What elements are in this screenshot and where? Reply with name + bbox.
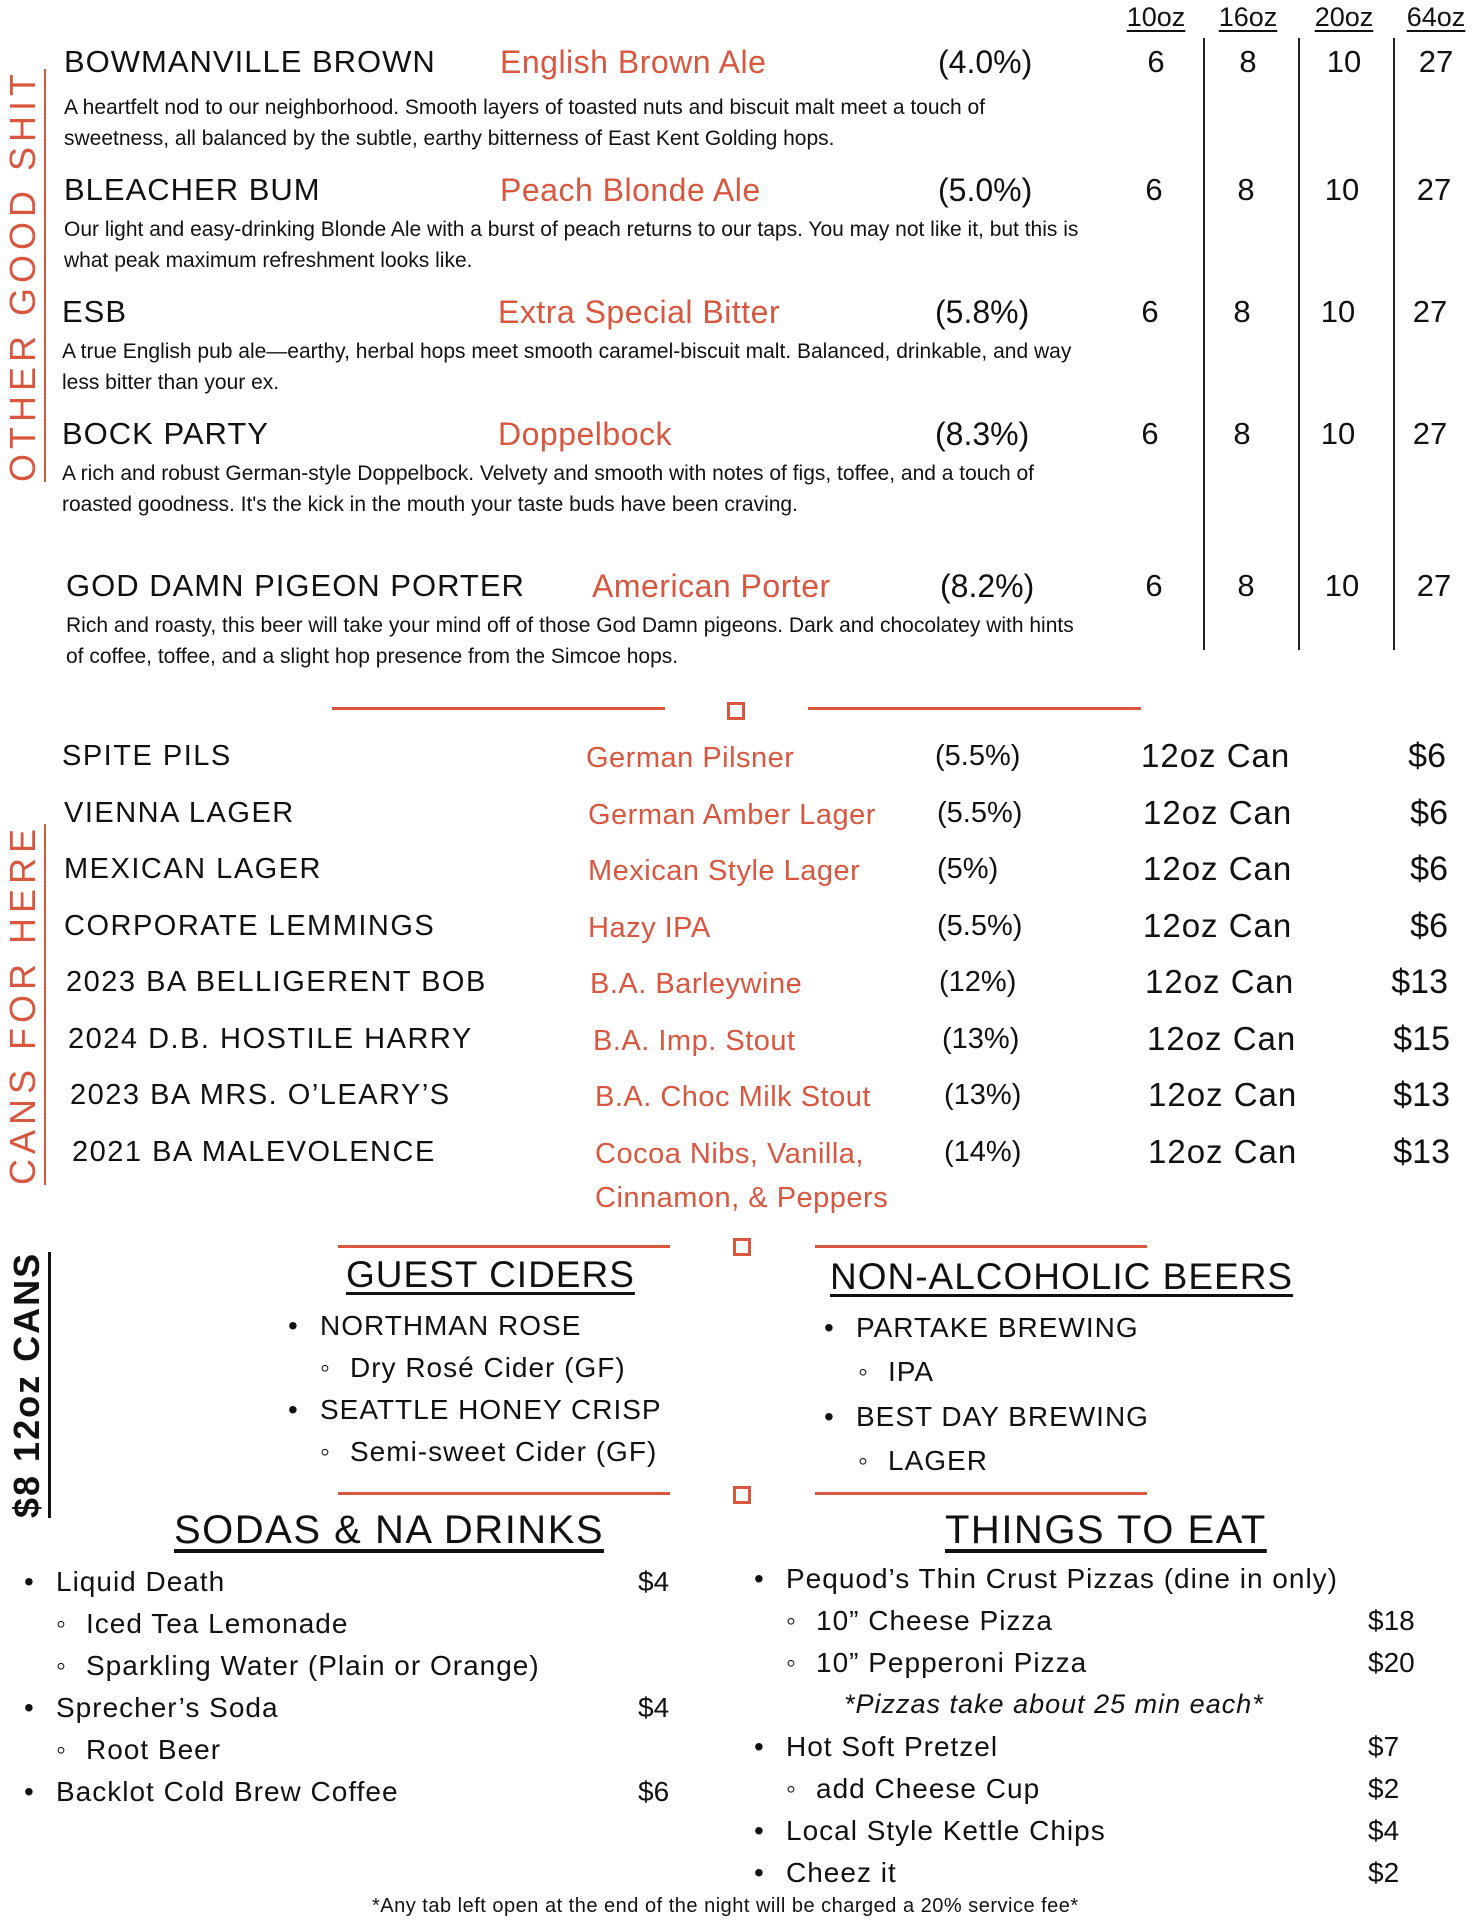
can-abv: (14%) <box>944 1136 1022 1168</box>
can-style: B.A. Choc Milk Stout <box>595 1081 871 1113</box>
can-size: 12oz Can <box>1148 1076 1298 1113</box>
can-price: $13 <box>1391 963 1448 1001</box>
section-divider-line <box>815 1245 1147 1248</box>
food-subitem: ◦ add Cheese Cup <box>816 1773 1040 1805</box>
can-name: MEXICAN LAGER <box>64 853 322 885</box>
food-price: $2 <box>1368 1857 1400 1888</box>
can-price: $6 <box>1410 794 1448 832</box>
can-size: 12oz Can <box>1143 850 1293 887</box>
can-abv: (5.5%) <box>937 910 1023 942</box>
soda-item: • Backlot Cold Brew Coffee <box>56 1776 399 1808</box>
soda-subitem: ◦ Root Beer <box>86 1734 221 1766</box>
food-price: $2 <box>1368 1773 1400 1804</box>
can-abv: (12%) <box>939 966 1017 998</box>
beer-style: Peach Blonde Ale <box>500 172 761 208</box>
guest-ciders-heading: GUEST CIDERS <box>346 1254 635 1295</box>
section-divider-line <box>815 1492 1147 1495</box>
can-size: 12oz Can <box>1145 963 1295 1000</box>
na-beer-item: • PARTAKE BREWING <box>856 1312 1139 1344</box>
price-64oz: 27 <box>1416 172 1452 207</box>
beer-description: A rich and robust German-style Doppelbock. Velvety and smooth with notes of figs, toffee, and a touch of roasted goodness. It's the kick in the mouth your taste buds have been craving. <box>62 462 1034 516</box>
can-style: Hazy IPA <box>588 912 711 944</box>
price-10oz: 6 <box>1145 568 1163 603</box>
na-beers-heading: NON-ALCOHOLIC BEERS <box>830 1256 1294 1297</box>
can-size: 12oz Can <box>1143 794 1293 831</box>
price-20oz: 10 <box>1324 172 1360 207</box>
food-item: • Pequod’s Thin Crust Pizzas (dine in only) <box>786 1563 1338 1595</box>
can-style: Cocoa Nibs, Vanilla, <box>595 1138 864 1170</box>
can-name: SPITE PILS <box>62 740 232 772</box>
price-20oz: 10 <box>1326 44 1362 79</box>
food-item: • Cheez it <box>786 1857 897 1889</box>
divider-square-ornament <box>733 1238 751 1256</box>
price-column-divider <box>1298 38 1300 650</box>
can-size: 12oz Can <box>1147 1020 1297 1057</box>
price-10oz: 6 <box>1147 44 1165 79</box>
can-style: Mexican Style Lager <box>588 855 861 887</box>
draft-section-label: OTHER GOOD SHIT <box>2 69 46 482</box>
beer-abv: (5.0%) <box>938 172 1033 208</box>
price-10oz: 6 <box>1141 416 1159 451</box>
can-price: $6 <box>1410 907 1448 945</box>
beer-name: BLEACHER BUM <box>64 172 321 207</box>
service-fee-footnote: *Any tab left open at the end of the night will be charged a 20% service fee* <box>372 1895 1079 1917</box>
price-16oz: 8 <box>1239 44 1257 79</box>
price-column-divider <box>1203 38 1205 650</box>
price-64oz: 27 <box>1412 416 1448 451</box>
price-column-divider <box>1393 38 1395 650</box>
soda-item: • Sprecher’s Soda <box>56 1692 279 1724</box>
beer-description: Our light and easy-drinking Blonde Ale with a burst of peach returns to our taps. You may not like it, but this is what peak maximum refreshment looks like. <box>64 218 1079 272</box>
section-divider-line <box>808 707 1141 710</box>
food-price: $4 <box>1368 1815 1400 1846</box>
soda-subitem: ◦ Iced Tea Lemonade <box>86 1608 348 1640</box>
beer-abv: (8.2%) <box>940 568 1035 604</box>
beer-name: ESB <box>62 294 128 329</box>
beer-name: BOCK PARTY <box>62 416 269 451</box>
price-16oz: 8 <box>1233 294 1251 329</box>
can-size: 12oz Can <box>1148 1133 1298 1170</box>
food-price: $7 <box>1368 1731 1400 1762</box>
can-style-line2: Cinnamon, & Peppers <box>595 1182 889 1214</box>
price-16oz: 8 <box>1233 416 1251 451</box>
beer-abv: (8.3%) <box>935 416 1030 452</box>
divider-square-ornament <box>727 702 745 720</box>
cans-section-label: CANS FOR HERE <box>2 824 46 1185</box>
can-name: CORPORATE LEMMINGS <box>64 910 436 942</box>
size-header-64oz: 64oz <box>1406 2 1466 32</box>
price-64oz: 27 <box>1418 44 1454 79</box>
beer-abv: (4.0%) <box>938 44 1033 80</box>
food-subitem: ◦ 10” Pepperoni Pizza <box>816 1647 1087 1679</box>
can-name: 2024 D.B. HOSTILE HARRY <box>68 1023 473 1055</box>
can-price: $6 <box>1408 737 1446 775</box>
can-abv: (13%) <box>944 1079 1022 1111</box>
beer-name: BOWMANVILLE BROWN <box>64 44 436 79</box>
price-20oz: 10 <box>1320 416 1356 451</box>
can-style: B.A. Barleywine <box>590 968 803 1000</box>
food-item: • Hot Soft Pretzel <box>786 1731 998 1763</box>
size-header-16oz: 16oz <box>1218 2 1278 32</box>
beer-description: A true English pub ale—earthy, herbal hops meet smooth caramel-biscuit malt. Balanced, drinkable, and way less bitter than your ex. <box>62 340 1072 394</box>
beer-style: Extra Special Bitter <box>498 294 781 330</box>
soda-price: $6 <box>638 1776 670 1807</box>
can-name: 2023 BA BELLIGERENT BOB <box>66 966 487 998</box>
food-heading: THINGS TO EAT <box>945 1508 1267 1552</box>
price-64oz: 27 <box>1412 294 1448 329</box>
cider-subitem: ◦ Dry Rosé Cider (GF) <box>350 1352 626 1384</box>
beer-style: American Porter <box>592 568 831 604</box>
price-16oz: 8 <box>1237 172 1255 207</box>
food-price: $20 <box>1368 1647 1415 1678</box>
can-style: German Amber Lager <box>588 799 876 831</box>
price-64oz: 27 <box>1416 568 1452 603</box>
size-header-20oz: 20oz <box>1314 2 1374 32</box>
soda-price: $4 <box>638 1566 670 1597</box>
can-abv: (5%) <box>937 853 999 885</box>
can-style: German Pilsner <box>586 742 795 774</box>
cider-item: • SEATTLE HONEY CRISP <box>320 1394 662 1426</box>
can-price: $13 <box>1393 1076 1450 1114</box>
sodas-heading: SODAS & NA DRINKS <box>174 1508 605 1552</box>
soda-item: • Liquid Death <box>56 1566 225 1598</box>
price-10oz: 6 <box>1141 294 1159 329</box>
pizza-note: *Pizzas take about 25 min each* <box>844 1689 1264 1719</box>
beer-description: A heartfelt nod to our neighborhood. Smooth layers of toasted nuts and biscuit malt meet a touch of sweetness, all balanced by the subtle, earthy bitterness of East Kent Golding hops. <box>64 96 986 150</box>
size-header-10oz: 10oz <box>1126 2 1186 32</box>
price-10oz: 6 <box>1145 172 1163 207</box>
soda-price: $4 <box>638 1692 670 1723</box>
cider-item: • NORTHMAN ROSE <box>320 1310 581 1342</box>
section-divider-line <box>338 1245 670 1248</box>
na-beer-subitem: ◦ IPA <box>888 1356 934 1388</box>
beer-abv: (5.8%) <box>935 294 1030 330</box>
section-divider-line <box>338 1492 670 1495</box>
can-size: 12oz Can <box>1143 907 1293 944</box>
can-name: 2023 BA MRS. O’LEARY’S <box>70 1079 451 1111</box>
beer-name: GOD DAMN PIGEON PORTER <box>66 568 525 603</box>
food-subitem: ◦ 10” Cheese Pizza <box>816 1605 1053 1637</box>
can-abv: (5.5%) <box>935 740 1021 772</box>
can-style: B.A. Imp. Stout <box>593 1025 796 1057</box>
na-beer-item: • BEST DAY BREWING <box>856 1401 1149 1433</box>
soda-subitem: ◦ Sparkling Water (Plain or Orange) <box>86 1650 540 1682</box>
can-abv: (13%) <box>942 1023 1020 1055</box>
can-price: $13 <box>1393 1133 1450 1171</box>
divider-square-ornament <box>733 1486 751 1504</box>
food-price: $18 <box>1368 1605 1415 1636</box>
price-20oz: 10 <box>1324 568 1360 603</box>
na-beer-subitem: ◦ LAGER <box>888 1445 988 1477</box>
price-16oz: 8 <box>1237 568 1255 603</box>
can-abv: (5.5%) <box>937 797 1023 829</box>
can-size: 12oz Can <box>1141 737 1291 774</box>
can-name: VIENNA LAGER <box>64 797 295 829</box>
beer-style: English Brown Ale <box>500 44 767 80</box>
beer-description: Rich and roasty, this beer will take your mind off of those God Damn pigeons. Dark and chocolatey with hints of coffee, toffee, and a slight hop presence from the Simcoe hops. <box>66 614 1074 668</box>
eight-dollar-cans-label: $8 12oz CANS <box>6 1252 51 1518</box>
can-price: $15 <box>1393 1020 1450 1058</box>
beer-style: Doppelbock <box>498 416 672 452</box>
price-20oz: 10 <box>1320 294 1356 329</box>
section-divider-line <box>332 707 665 710</box>
food-item: • Local Style Kettle Chips <box>786 1815 1106 1847</box>
cider-subitem: ◦ Semi-sweet Cider (GF) <box>350 1436 657 1468</box>
can-name: 2021 BA MALEVOLENCE <box>72 1136 436 1168</box>
can-price: $6 <box>1410 850 1448 888</box>
